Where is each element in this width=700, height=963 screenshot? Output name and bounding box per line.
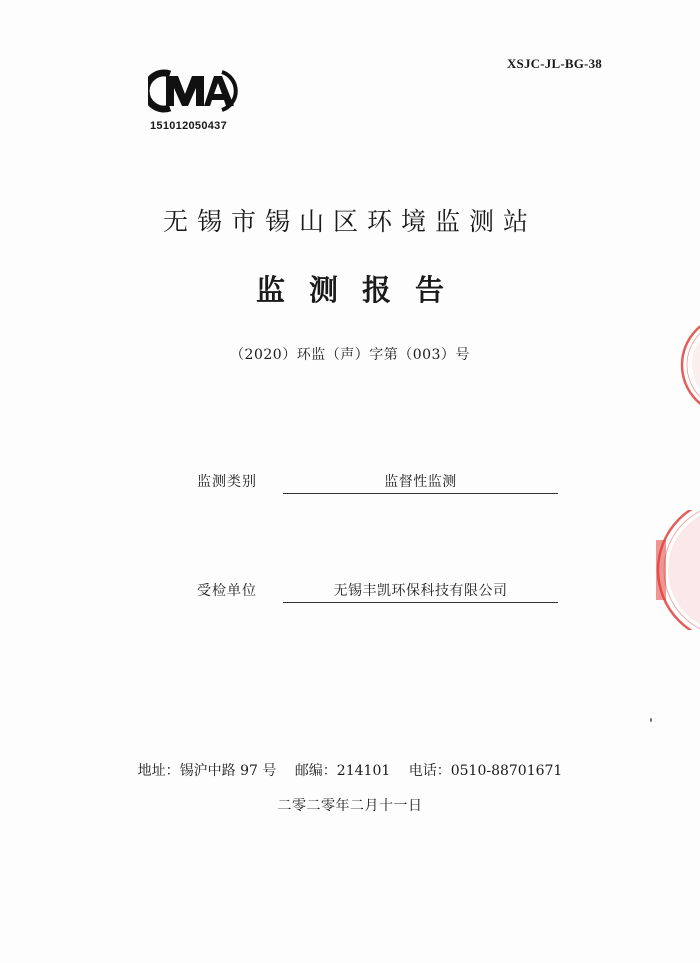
inspected-unit-value: 无锡丰凯环保科技有限公司 [283,580,558,603]
cma-certificate-number: 151012050437 [150,120,228,132]
scan-speck [650,718,652,722]
monitoring-category-value: 监督性监测 [283,471,558,494]
address-text: 地址：锡沪中路 97 号 [137,763,277,779]
issue-date: 二零二零年二月十一日 [277,798,423,814]
phone-text: 电话：0510-88701671 [408,763,563,779]
report-title: 监测报告 [255,273,468,307]
organization-name: 无锡市锡山区环境监测站 [162,207,537,236]
cma-logo [148,66,240,120]
inspected-unit-label: 受检单位 [197,583,257,599]
official-seal-partial-upper [676,320,700,414]
official-seal-partial-lower [648,510,700,634]
postcode-text: 邮编：214101 [294,763,391,779]
document-code: XSJC-JL-BG-38 [506,56,602,71]
report-number: （2020）环监（声）字第（003）号 [230,347,470,363]
contact-line [0,760,700,780]
monitoring-category-label: 监测类别 [197,474,257,490]
